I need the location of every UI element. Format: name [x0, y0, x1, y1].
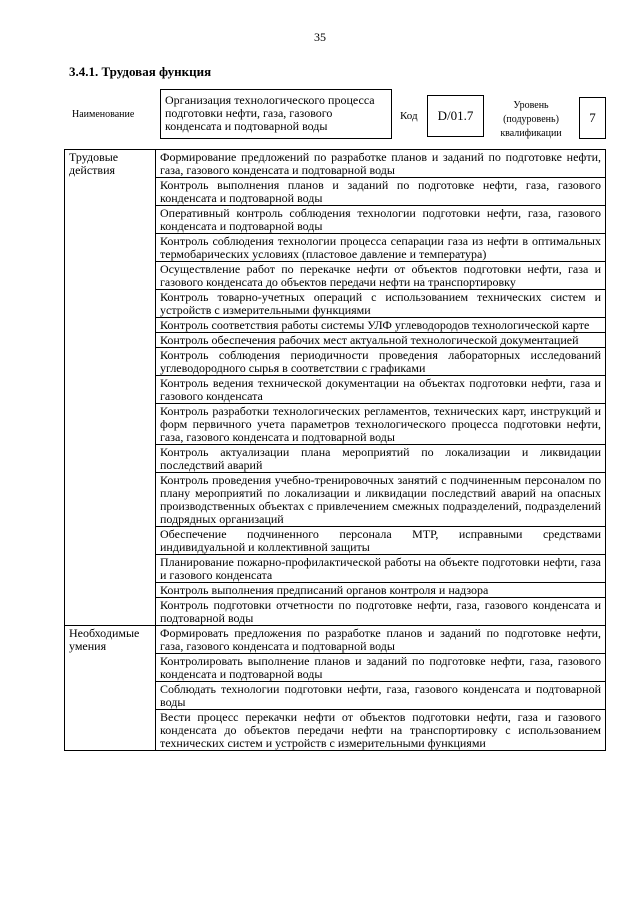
- section-heading: 3.4.1. Трудовая функция: [69, 64, 212, 79]
- required-skill-item: Контролировать выполнение планов и заданий по подготовке нефти, газа, газового конденсата и подтоварной воды: [156, 654, 606, 682]
- code-label: Код: [400, 110, 418, 122]
- required-skill-group-label: Необходимые умения: [65, 626, 156, 751]
- labor-function-table: [64, 149, 606, 751]
- labor-action-item: Осуществление работ по перекачке нефти от объектов подготовки нефти, газа и газового конденсата до объектов передачи нефти на транспортировку: [156, 262, 606, 290]
- labor-action-item: Оперативный контроль соблюдения технологии подготовки нефти, газа, газового конденсата и подтоварной воды: [156, 206, 606, 234]
- labor-action-item: Контроль подготовки отчетности по подготовке нефти, газа, газового конденсата и подтоварной воды: [156, 598, 606, 626]
- qualification-level-box: 7: [579, 97, 606, 139]
- labor-action-item: Контроль ведения технической документации на объектах подготовки нефти, газа и газового конденсата: [156, 376, 606, 404]
- labor-action-item: Контроль разработки технологических регламентов, технических карт, инструкций и форм первичного учета параметров технологического процесса подготовки нефти, газа, газового конденсата и подтоварной воды: [156, 404, 606, 445]
- required-skill-row: [65, 626, 606, 654]
- labor-action-item: Контроль обеспечения рабочих мест актуальной технологической документацией: [156, 333, 606, 348]
- code-box: D/01.7: [427, 95, 484, 137]
- labor-action-item: Контроль актуализации плана мероприятий по локализации и ликвидации последствий аварий: [156, 445, 606, 473]
- labor-action-item: Контроль соответствия работы системы УЛФ углеводородов технологической карте: [156, 318, 606, 333]
- labor-action-group-label: Трудовые действия: [65, 150, 156, 626]
- labor-action-item: Обеспечение подчиненного персонала МТР, исправными средствами индивидуальной и коллективной защиты: [156, 527, 606, 555]
- page-number: 35: [314, 30, 326, 44]
- required-skill-item: Вести процесс перекачки нефти от объектов подготовки нефти, газа и газового конденсата до объектов передачи нефти на транспортировку с использованием технических систем и устройств с измерительными функциями: [156, 710, 606, 751]
- labor-action-item: Планирование пожарно-профилактической работы на объекте подготовки нефти, газа и газового конденсата: [156, 555, 606, 583]
- labor-action-row: [65, 150, 606, 178]
- labor-action-item: Контроль выполнения планов и заданий по подготовке нефти, газа, газового конденсата и подтоварной воды: [156, 178, 606, 206]
- required-skill-item: Соблюдать технологии подготовки нефти, газа, газового конденсата и подтоварной воды: [156, 682, 606, 710]
- name-label: Наименование: [72, 109, 135, 120]
- labor-action-item: Контроль проведения учебно-тренировочных занятий с подчиненным персоналом по плану мероприятий по локализации и ликвидации последствий аварий на опасных производственных объектах с привлечением смежных подразделений, подразделений подрядных организаций: [156, 473, 606, 527]
- labor-action-item: Контроль товарно-учетных операций с использованием технических систем и устройств с измерительными функциями: [156, 290, 606, 318]
- function-name-box: Организация технологического процесса подготовки нефти, газа, газового конденсата и подтоварной воды: [160, 89, 392, 139]
- labor-action-item: Контроль соблюдения периодичности проведения лабораторных исследований углеводородного сырья в соответствии с графиками: [156, 348, 606, 376]
- qualification-level-label: Уровень (подуровень) квалификации: [500, 100, 562, 139]
- labor-action-item: Контроль соблюдения технологии процесса сепарации газа из нефти в оптимальных термобарических условиях (пластовое давление и температура): [156, 234, 606, 262]
- required-skill-item: Формировать предложения по разработке планов и заданий по подготовке нефти, газа, газового конденсата и подтоварной воды: [156, 626, 606, 654]
- labor-action-item: Формирование предложений по разработке планов и заданий по подготовке нефти, газа, газового конденсата и подтоварной воды: [156, 150, 606, 178]
- labor-action-item: Контроль выполнения предписаний органов контроля и надзора: [156, 583, 606, 598]
